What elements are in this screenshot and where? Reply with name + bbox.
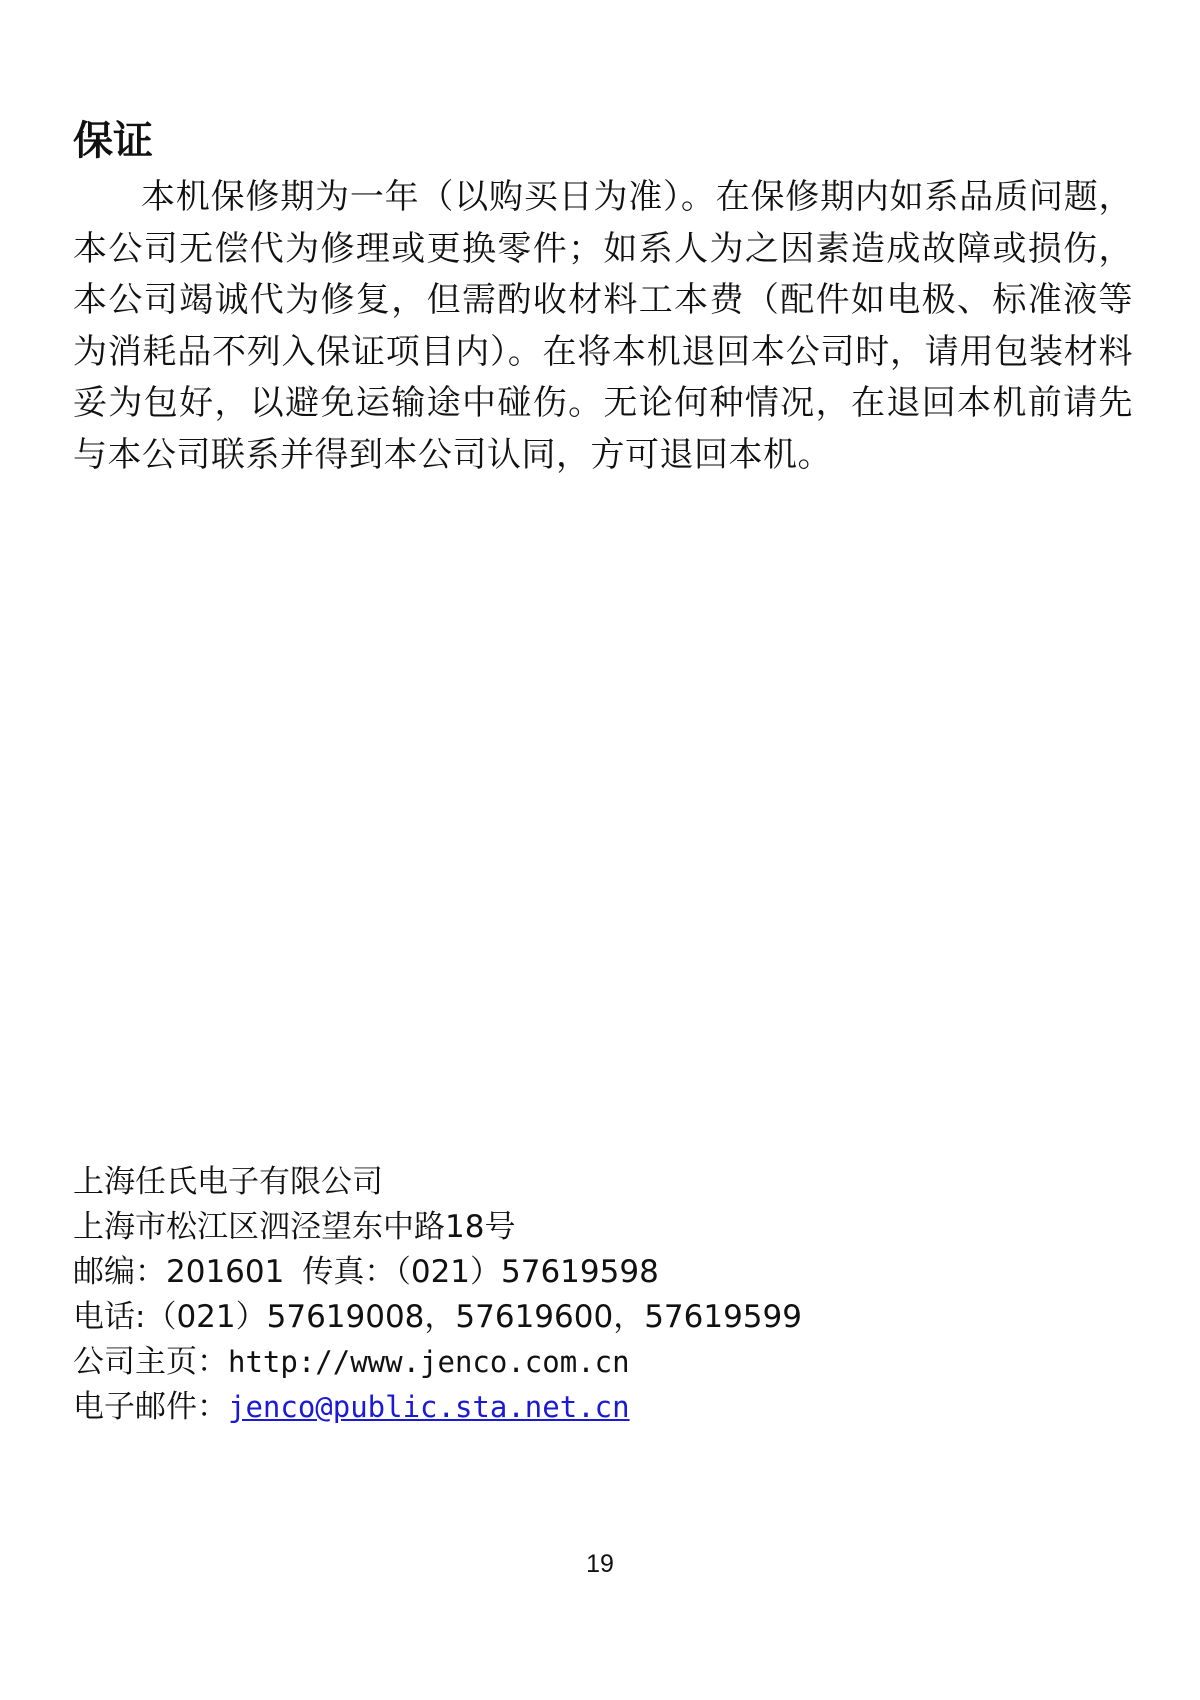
postcode-value: 201601: [166, 1254, 285, 1290]
email-label: 电子邮件：: [73, 1389, 228, 1425]
postcode-fax-line: [73, 1250, 1073, 1295]
homepage-label: 公司主页：: [73, 1344, 228, 1380]
fax-value: （021）57619598: [395, 1254, 659, 1290]
phone-value: （021）57619008，57619600，57619599: [145, 1299, 802, 1335]
contact-block: [73, 1160, 1073, 1430]
section-title: 保证: [73, 118, 153, 164]
email-link[interactable]: jenco@public.sta.net.cn: [228, 1390, 630, 1424]
page-number: 19: [586, 1550, 614, 1578]
phone-line: [73, 1295, 1073, 1340]
fax-label: 传真：: [302, 1254, 396, 1290]
company-address: 上海市松江区泗泾望东中路18号: [73, 1209, 516, 1245]
company-name: 上海任氏电子有限公司: [73, 1164, 383, 1200]
homepage-line: [73, 1340, 1073, 1385]
warranty-paragraph: 本机保修期为一年（以购买日为准）。在保修期内如系品质问题，本公司无偿代为修理或更换零件；如系人为之因素造成故障或损伤，本公司竭诚代为修复，但需酌收材料工本费（配件如电极、标准液等为消耗品不列入保证项目内）。在将本机退回本公司时，请用包装材料妥为包好，以避免运输途中碰伤。无论何种情况，在退回本机前请先与本公司联系并得到本公司认同，方可退回本机。: [73, 177, 1133, 475]
email-line: [73, 1385, 1073, 1430]
homepage-url: http://www.jenco.com.cn: [228, 1345, 630, 1379]
postcode-label: 邮编：: [73, 1254, 166, 1290]
phone-label: 电话:: [73, 1299, 146, 1335]
